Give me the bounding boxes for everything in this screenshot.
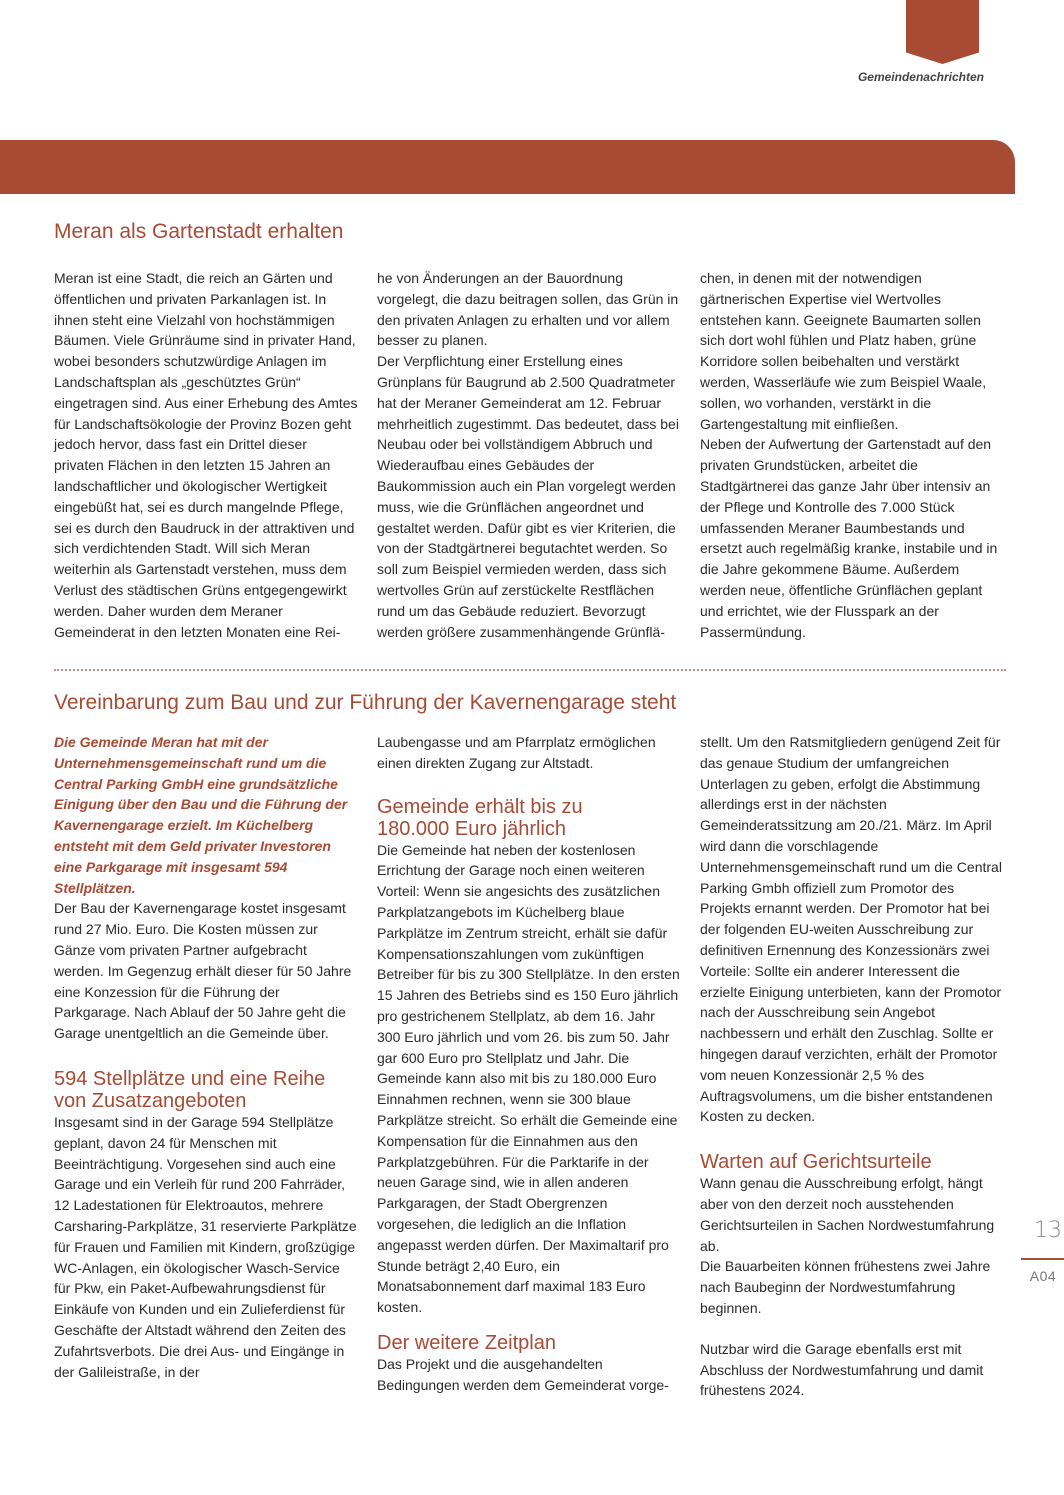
section-name: Gemeindenachrichten — [857, 70, 984, 84]
article2-subheading-1: 594 Stellplätze und eine Reihe von Zusatzangeboten — [54, 1067, 326, 1112]
article2-paragraph-5: Das Projekt und die ausgehandelten Bedingungen werden dem Gemeinderat vorge- — [377, 1355, 669, 1393]
page-number: 13 — [1034, 1218, 1062, 1243]
article2-column-1 — [54, 732, 358, 1382]
article1-col1-paragraph-1: Meran ist eine Stadt, die reich an Gärten und öffentlichen und privaten Parkanlagen ist. In ihnen steht eine Vielzahl von hochstämmigen Bäumen. Viele Grünräume sind in privater Hand, wobei besonders schutzwürdige Anlagen im Landschaftsplan als „geschütztes Grün“ eingetragen sind. Aus einer Erhebung des Amtes für Landschaftsökologie der Provinz Bozen geht jedoch hervor, dass fast ein Drittel dieser privaten Flächen in den letzten 15 Jahren an landschaftlicher und ökologischer Wertigkeit eingebüßt hat, sei es durch mangelnde Pflege, sei es durch den Baudruck in der attraktiven und sich verdichtenden Stadt. Will sich Meran weiterhin als Gartenstadt verstehen, muss dem Verlust des städtischen Grüns entgegengewirkt werden. Daher wurden dem Meraner Gemeinderat in den letzten Monaten eine Rei- — [54, 270, 358, 640]
article2-paragraph-2: Insgesamt sind in der Garage 594 Stellplätze geplant, davon 24 für Menschen mit Beeinträchtigung. Vorgesehen sind auch eine Garage und ein Verleih für rund 200 Fahrräder, 12 Ladestationen für Elektroautos, mehrere Carsharing-Parkplätze, 31 reservierte Parkplätze für Frauen und Familien mit Kindern, großzügige WC-Anlagen, ein ökologischer Wasch-Service für Pkw, ein Paket-Aufbewahrungsdienst für Einkäufe von Kunden und ein Zulieferdienst für Geschäfte der Altstadt während den Zeiten des Zufahrtsverbots. Die drei Aus- und Eingänge in der Galileistraße, in der — [54, 1113, 357, 1380]
article1-title: Meran als Gartenstadt erhalten — [54, 220, 344, 243]
article2-paragraph-3: Laubengasse und am Pfarrplatz ermöglichen einen direkten Zugang zur Altstadt. — [377, 734, 656, 771]
article1-col3-paragraph-2: Neben der Aufwertung der Gartenstadt auf den privaten Grundstücken, arbeitet die Stadtgärtnerei das ganze Jahr über intensiv an der Pflege und Kontrolle des 7.000 Stück umfassenden Meraner Baumbestands und ersetzt auch regelmäßig kranke, instabile und in die Jahre gekommene Bäume. Außerdem werden neue, öffentliche Grünflächen geplant und errichtet, wie der Flusspark an der Passermündung. — [700, 436, 998, 640]
article1-col2-paragraph-2: Der Verpflichtung einer Erstellung eines Grünplans für Baugrund ab 2.500 Quadratmeter hat der Meraner Gemeinderat am 12. Februar mehrheitlich zugestimmt. Das bedeutet, dass bei Neubau oder bei vollständigem Abbruch und Wiederaufbau eines Gebäudes der Baukommission auch ein Plan vorgelegt werden muss, wie die Grünflächen angeordnet und gestaltet werden. Dafür gibt es vier Kriterien, die von der Stadtgärtnerei begutachtet werden. So soll zum Beispiel vermieden werden, dass sich wertvolles Grün auf zerstückelte Restflächen rund um das Gebäude reduziert. Bevorzugt werden größere zusammenhängende Grünflä- — [377, 353, 679, 640]
section-tab-marker — [906, 0, 979, 64]
article2-lead: Die Gemeinde Meran hat mit der Unternehmensgemeinschaft rund um die Central Parking GmbH eine grundsätzliche Einigung über den Bau und die Führung der Kavernengarage erzielt. Im Küchelberg entsteht mit dem Geld privater Investoren eine Parkgarage mit insgesamt 594 Stellplätzen. — [54, 734, 348, 896]
page-number-rule — [1021, 1258, 1064, 1260]
article2-column-3 — [700, 732, 1004, 1401]
article2-subheading-3: Der weitere Zeitplan — [377, 1331, 556, 1354]
article1-column-2 — [377, 268, 681, 642]
page-code: A04 — [1029, 1268, 1057, 1284]
article1-col3-paragraph-1: chen, in denen mit der notwendigen gärtnerischen Expertise viel Wertvolles entstehen kann. Geeignete Baumarten sollen sich dort wohl fühlen und Platz haben, grüne Korridore sollen beibehalten und verstärkt werden, Wasserläufe wie zum Beispiel Waale, sollen, wo vorhanden, verstärkt in die Gartengestaltung mit einfließen. — [700, 270, 987, 432]
article1-col2-paragraph-1: he von Änderungen an der Bauordnung vorgelegt, die dazu beitragen sollen, das Grün in den privaten Anlagen zu erhalten und vor allem besser zu planen. — [377, 270, 679, 349]
article2-paragraph-9: Nutzbar wird die Garage ebenfalls erst mit Abschluss der Nordwestumfahrung und damit frühestens 2024. — [700, 1340, 984, 1399]
article2-subheading-4: Warten auf Gerichtsurteile — [700, 1151, 932, 1174]
article1-column-3 — [700, 268, 1004, 642]
article2-paragraph-1: Der Bau der Kavernengarage kostet insgesamt rund 27 Mio. Euro. Die Kosten müssen zur Gänze vom privaten Partner aufgebracht werden. Im Gegenzug erhält dieser für 50 Jahre eine Konzession für die Führung der Parkgarage. Nach Ablauf der 50 Jahre geht die Garage unentgeltlich an die Gemeinde über. — [54, 900, 352, 1042]
article-divider — [54, 669, 1006, 671]
article1-column-1 — [54, 268, 358, 642]
header-band — [0, 140, 1015, 194]
article2-paragraph-7: Wann genau die Ausschreibung erfolgt, hängt aber von den derzeit noch ausstehenden Gerichtsurteilen in Sachen Nordwestumfahrung ab. — [700, 1175, 995, 1254]
article2-column-2 — [377, 732, 681, 1396]
article2-paragraph-4: Die Gemeinde hat neben der kostenlosen Errichtung der Garage noch einen weiteren Vorteil: Wenn sie angesichts des zusätzlichen Parkplatzangebots im Küchelberg blaue Parkplätze im Zentrum streicht, erhält sie dafür Kompensationszahlungen vom zukünftigen Betreiber für bis zu 300 Stellplätze. In den ersten 15 Jahren des Betriebs sind es 150 Euro jährlich pro gestrichenem Stellplatz, ab dem 16. Jahr 300 Euro jährlich und vom 26. bis zum 50. Jahr gar 600 Euro pro Stellplatz und Jahr. Die Gemeinde kann also mit bis zu 180.000 Euro Einnahmen rechnen, wenn sie 300 blaue Parkplätze streicht. So erhält die Gemeinde eine Kompensation für die Einnahmen aus den Parkplatzgebühren. Für die Parktarife in der neuen Garage sind, wie in allen anderen Parkgaragen, der Stadt Obergrenzen vorgesehen, die lediglich an die Inflation angepasst werden dürfen. Der Maximaltarif pro Stunde beträgt 2,40 Euro, ein Monatsabonnement darf maximal 183 Euro kosten. — [377, 841, 680, 1316]
article2-paragraph-8: Die Bauarbeiten können frühestens zwei Jahre nach Baubeginn der Nordwestumfahrung beginnen. — [700, 1258, 991, 1316]
article2-paragraph-6: stellt. Um den Ratsmitgliedern genügend Zeit für das genaue Studium der umfangreichen Unterlagen zu geben, erfolgt die Abstimmung allerdings erst in der nächsten Gemeinderatssitzung am 20./21. März. Im April wird dann die vorschlagende Unternehmensgemeinschaft rund um die Central Parking Gmbh offiziell zum Promotor des Projekts ernannt werden. Der Promotor hat bei der folgenden EU-weiten Ausschreibung zur definitiven Ernennung des Konzessionärs zwei Vorteile: Sollte ein anderer Interessent die erzielte Einigung unterbieten, kann der Promotor nach der Ausschreibung sein Angebot nachbessern und erhält den Zuschlag. Sollte er hingegen darauf verzichten, erhält der Promotor vom neuen Konzessionär 2,5 % des Auftragsvolumens, um die bisher entstandenen Kosten zu decken. — [700, 734, 1002, 1125]
article2-title: Vereinbarung zum Bau und zur Führung der Kavernengarage steht — [54, 691, 677, 714]
article2-subheading-2: Gemeinde erhält bis zu 180.000 Euro jährlich — [377, 795, 583, 840]
